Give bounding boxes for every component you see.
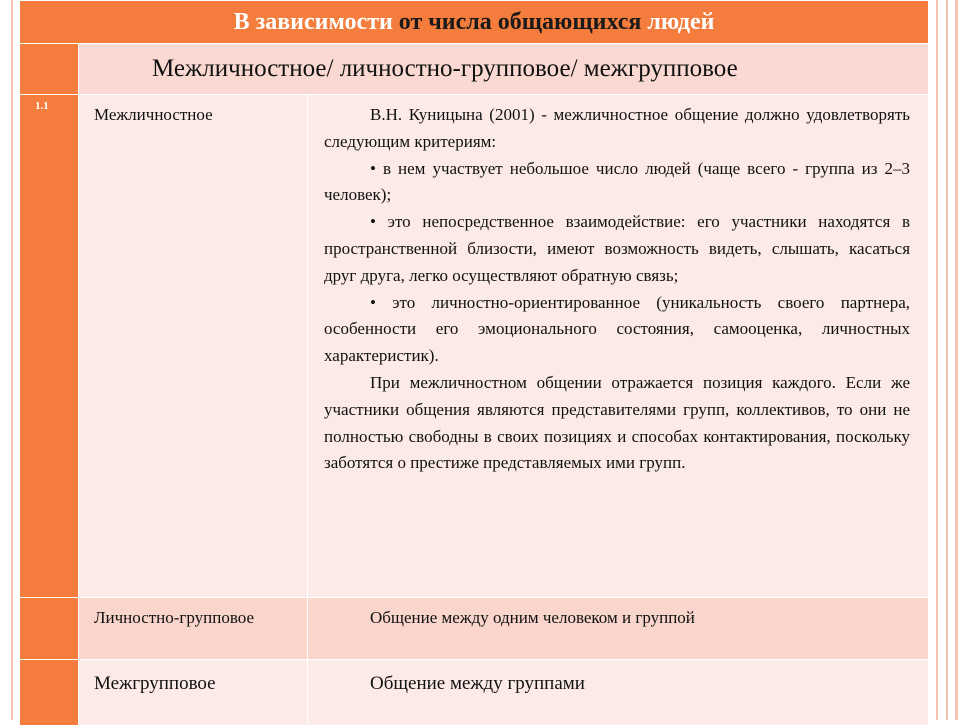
- description-paragraph: При межличностном общении отражается позиция каждого. Если же участники общения являются представителями групп, коллективов, то они не полностью свободны в своих позициях и способах контактирования, поскольку заботятся о престиже представляемых ими групп.: [324, 372, 911, 473]
- table-row: [20, 95, 929, 598]
- frame-right-line: [936, 0, 938, 720]
- subheader-text: Межличностное/ личностно-групповое/ межгрупповое: [79, 44, 929, 95]
- frame-edge-stripe: [955, 0, 958, 720]
- row-description: [308, 95, 929, 598]
- row-number: 1.1: [35, 100, 49, 112]
- row-number-cell: [20, 95, 79, 598]
- description-paragraph: В.Н. Куницына (2001) - межличностное общение должно удовлетворять следующим критериям:: [324, 105, 911, 151]
- description-paragraph: • это личностно-ориентированное (уникальность своего партнера, особенности его эмоционального состояния, самооценка, личностных характеристик).: [324, 292, 911, 366]
- table-row: [20, 598, 929, 660]
- row-number-cell: [20, 660, 79, 726]
- title-part-3: людей: [647, 9, 715, 35]
- row-description: Общение между группами: [308, 660, 929, 726]
- table-title: [20, 1, 929, 44]
- row-type: Межгрупповое: [79, 660, 308, 726]
- row-description: Общение между одним человеком и группой: [308, 598, 929, 660]
- description-paragraph: • это непосредственное взаимодействие: его участники находятся в пространственной близости, имеют возможность видеть, слышать, касаться друг друга, легко осуществляют обратную связь;: [324, 212, 911, 285]
- row-number-cell: [20, 598, 79, 660]
- table-subheader-row: [20, 44, 929, 95]
- row-type: Личностно-групповое: [79, 598, 308, 660]
- frame-right-line-outer: [946, 0, 948, 720]
- frame-left-line: [11, 0, 13, 720]
- table-row: [20, 660, 929, 726]
- title-part-1: В зависимости: [233, 9, 399, 35]
- table-header-row: [20, 1, 929, 44]
- title-part-2: от числа общающихся: [398, 9, 648, 35]
- subheader-number-cell: [20, 44, 79, 95]
- row-type: Межличностное: [79, 95, 308, 598]
- communication-types-table: [19, 0, 929, 726]
- description-paragraph: • в нем участвует небольшое число людей (чаще всего - группа из 2–3 человек);: [324, 158, 911, 205]
